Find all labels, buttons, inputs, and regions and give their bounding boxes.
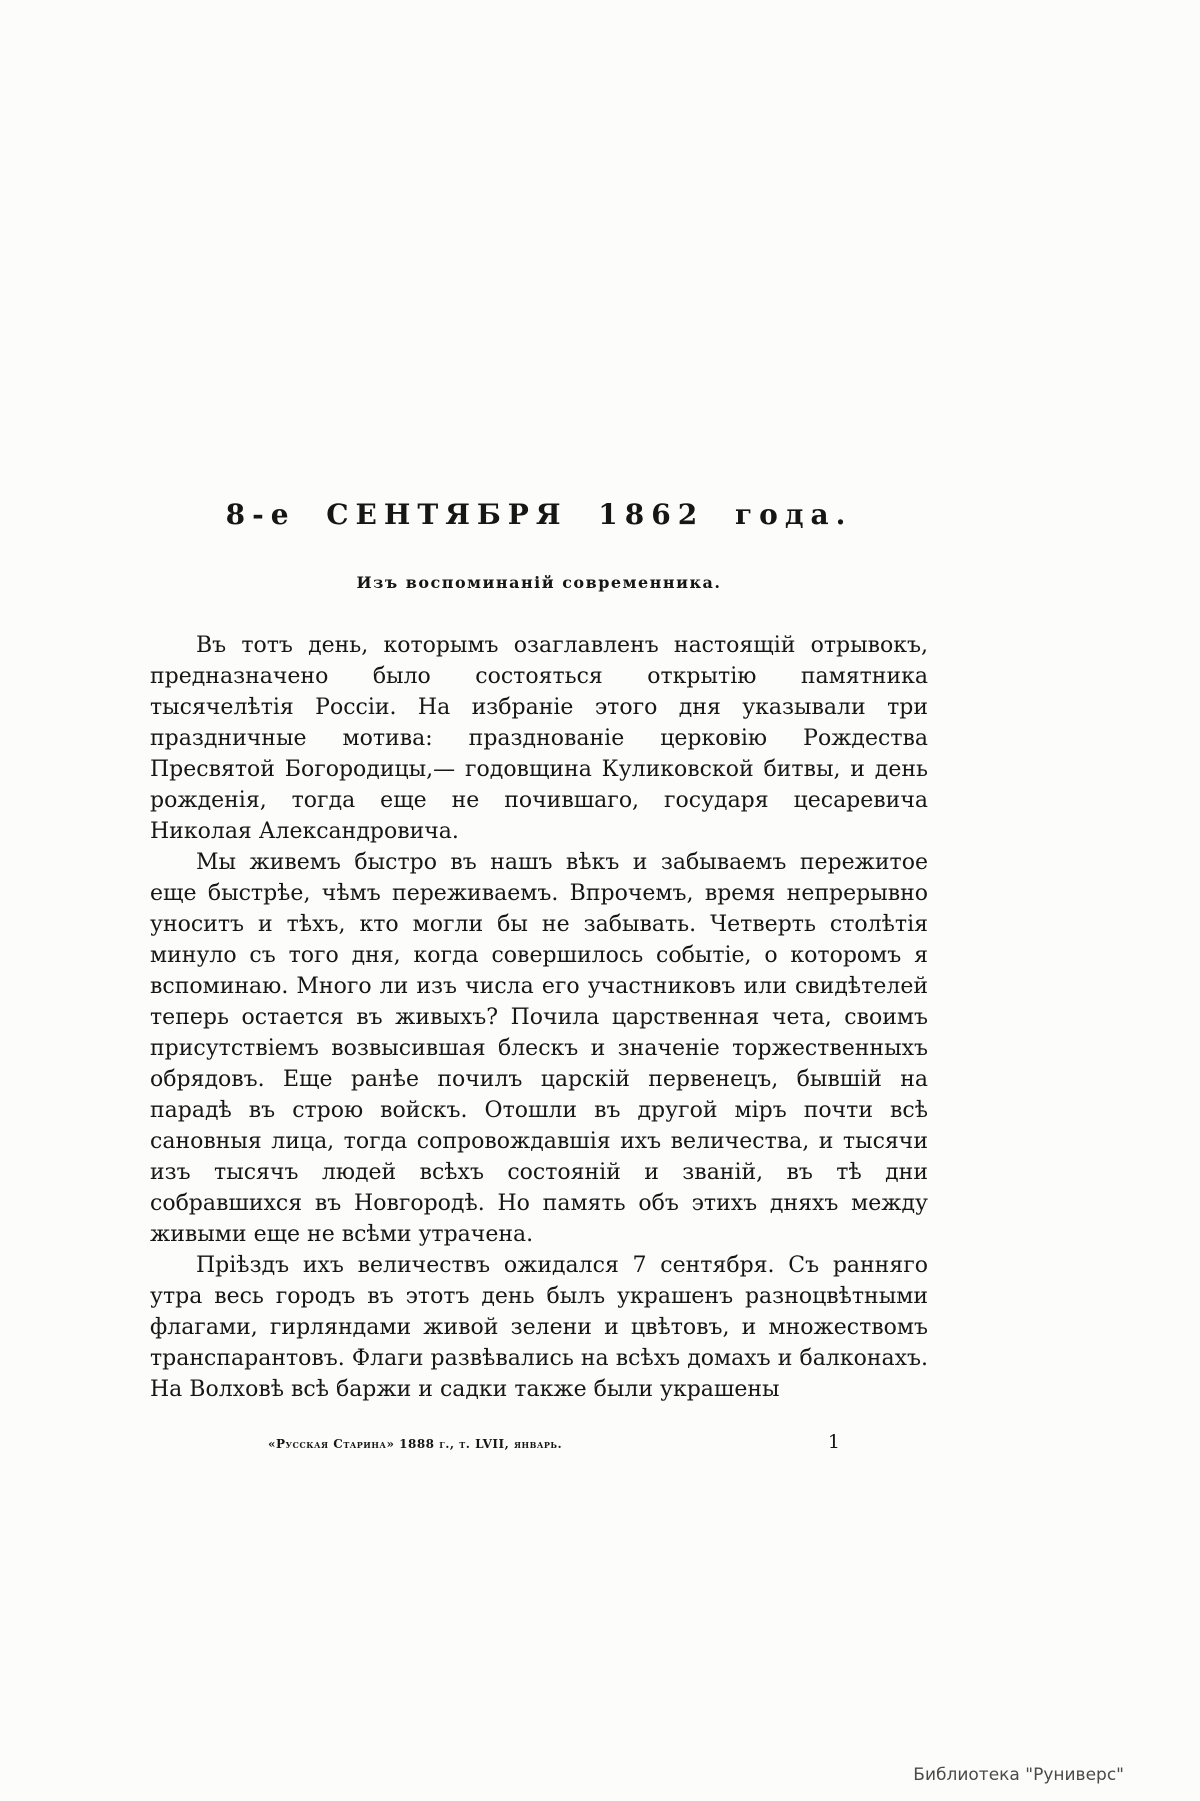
paragraph-3: Пріѣздъ ихъ величествъ ожидался 7 сентября. Съ ранняго утра весь городъ въ этотъ день былъ украшенъ разноцвѣтными флагами, гирляндами живой зелени и цвѣтовъ, и множествомъ транспарантовъ. Флаги развѣвались на всѣхъ домахъ и балконахъ. На Волховѣ всѣ баржи и садки также были украшены (150, 1253, 928, 1402)
page-content (150, 498, 928, 1457)
paragraph-2: Мы живемъ быстро въ нашъ вѣкъ и забываемъ пережитое еще быстрѣе, чѣмъ переживаемъ. Впрочемъ, время непрерывно уноситъ и тѣхъ, кто могли бы не забывать. Четверть столѣтія минуло съ того дня, когда совершилось событіе, о которомъ я вспоминаю. Много ли изъ числа его участниковъ или свидѣтелей теперь остается въ живыхъ? Почила царственная чета, своимъ присутствіемъ возвысившая блескъ и значеніе торжественныхъ обрядовъ. Еще ранѣе почилъ царскій первенецъ, бывшій на парадѣ въ строю войскъ. Отошли въ другой міръ почти всѣ сановныя лица, тогда сопровождавшія ихъ величества, и тысячи изъ тысячъ людей всѣхъ состояній и званій, въ тѣ дни собравшихся въ Новгородѣ. Но память объ этихъ дняхъ между живыми еще не всѣми утрачена. (150, 850, 928, 1247)
page-footer (150, 1431, 928, 1457)
page-subtitle: Изъ воспоминаній современника. (356, 573, 722, 592)
page-title: 8-е СЕНТЯБРЯ 1862 года. (225, 498, 853, 531)
journal-imprint: «Русская Старина» 1888 г., т. LVII, январь. (268, 1437, 563, 1451)
page-number: 1 (827, 1431, 840, 1453)
body-text (150, 630, 928, 1405)
library-watermark: Библиотека "Руниверс" (913, 1765, 1124, 1785)
paragraph-1: Въ тотъ день, которымъ озаглавленъ настоящій отрывокъ, предназначено было состояться открытію памятника тысячелѣтія Россіи. На избраніе этого дня указывали три праздничные мотива: празднованіе церковію Рождества Пресвятой Богородицы,— годовщина Куликовской битвы, и день рожденія, тогда еще не почившаго, государя цесаревича Николая Александровича. (150, 633, 928, 844)
